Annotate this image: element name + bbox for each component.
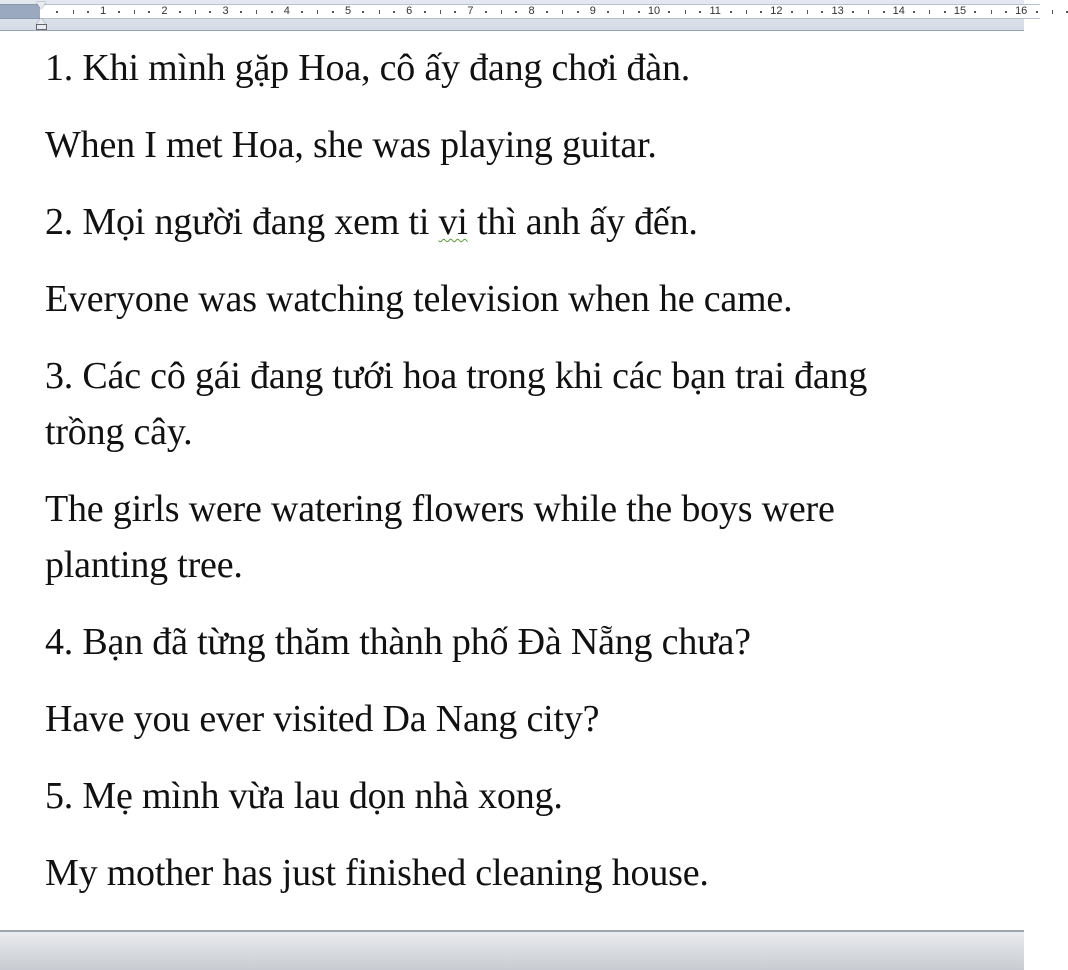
ruler-half-tick [379,10,380,14]
grammar-flag[interactable]: vi [438,201,468,243]
ruler-dot [362,11,364,13]
ruler-half-tick [746,10,747,14]
sentence-5-vietnamese: 5. Mẹ mình vừa lau dọn nhà xong. [45,775,563,817]
ruler-number: 3 [222,5,229,17]
ruler-number: 12 [770,5,783,17]
sentence-4-english: Have you ever visited Da Nang city? [45,698,600,740]
ruler-half-tick [1052,10,1053,14]
sentence-5-english: My mother has just finished cleaning house. [45,852,709,894]
ruler-dot [424,11,426,13]
ruler-dot [883,11,885,13]
ruler-dot [393,11,395,13]
sentence-2-part-1: 2. Mọi người đang xem ti [45,201,439,243]
ruler-dot [638,11,640,13]
ruler-half-tick [868,10,869,14]
ruler-dot [760,11,762,13]
sentence-3-english-line-2: planting tree. [45,544,243,586]
status-bar [0,930,1024,970]
sentence-3-english [45,481,1005,593]
ruler-dot [485,11,487,13]
ruler-dot [271,11,273,13]
ruler-number: 4 [283,5,290,17]
left-indent-marker[interactable] [36,24,47,30]
ruler-dot [944,11,946,13]
ruler-number: 8 [528,5,535,17]
ruler-number: 10 [647,5,661,17]
ruler-half-tick [623,10,624,14]
ruler-left-margin [0,4,40,19]
ruler-dot [1005,11,1007,13]
ruler-dot [179,11,181,13]
ruler-number: 11 [709,5,721,17]
ruler-number: 7 [467,5,474,17]
ruler-dot [668,11,670,13]
ruler-half-tick [807,10,808,14]
ruler-half-tick [195,10,196,14]
sentence-2-part-2: thì anh ấy đến. [467,201,698,243]
ruler-number: 13 [831,5,844,17]
horizontal-ruler[interactable] [0,0,1028,31]
sentence-2-vietnamese [45,194,1005,250]
ruler-half-tick [73,10,74,14]
ruler-dot [515,11,517,13]
sentence-4-vietnamese: 4. Bạn đã từng thăm thành phố Đà Nẵng chưa? [45,621,751,663]
sentence-1-english: When I met Hoa, she was playing guitar. [45,124,657,166]
ruler-half-tick [256,10,257,14]
ruler-dot [148,11,150,13]
ruler-number: 14 [892,5,905,17]
ruler-half-tick [929,10,930,14]
ruler-number: 5 [344,5,352,17]
ruler-number: 2 [161,5,168,17]
ruler-half-tick [501,10,502,14]
ruler-dot [87,11,89,13]
ruler-dot [791,11,793,13]
ruler-dot [332,11,334,13]
ruler-dot [546,11,548,13]
ruler-half-tick [685,10,686,14]
ruler-dot [913,11,915,13]
first-line-indent-marker[interactable] [36,2,46,9]
sentence-2-english: Everyone was watching television when he came. [45,278,793,320]
ruler-number: 1 [100,5,107,17]
ruler-dot [240,11,242,13]
sentence-3-vietnamese-line-2: trồng cây. [45,411,193,453]
ruler-dot [1036,11,1038,13]
ruler-number: 15 [953,5,967,17]
ruler-dot [301,11,303,13]
document-body[interactable] [45,40,1005,922]
ruler-dot [974,11,976,13]
ruler-dot [118,11,120,13]
ruler-dot [730,11,732,13]
sentence-3-vietnamese-line-1: 3. Các cô gái đang tưới hoa trong khi các bạn trai đang [45,355,868,397]
ruler-dot [607,11,609,13]
ruler-half-tick [562,10,563,14]
ruler-number: 16 [1015,5,1028,17]
ruler-half-tick [440,10,441,14]
ruler-number: 6 [406,5,413,17]
ruler-dot [577,11,579,13]
ruler-dot [821,11,823,13]
ruler-dot [454,11,456,13]
sentence-3-english-line-1: The girls were watering flowers while the boys were [45,488,835,530]
ruler-number: 9 [589,5,596,17]
ruler-dot [699,11,701,13]
ruler-dot [209,11,211,13]
ruler-track [40,4,1040,19]
ruler-dot [56,11,58,13]
sentence-1-vietnamese: 1. Khi mình gặp Hoa, cô ấy đang chơi đàn. [45,47,691,89]
ruler-half-tick [317,10,318,14]
sentence-3-vietnamese [45,348,1005,460]
ruler-dot [852,11,854,13]
ruler-half-tick [991,10,992,14]
ruler-half-tick [134,10,135,14]
